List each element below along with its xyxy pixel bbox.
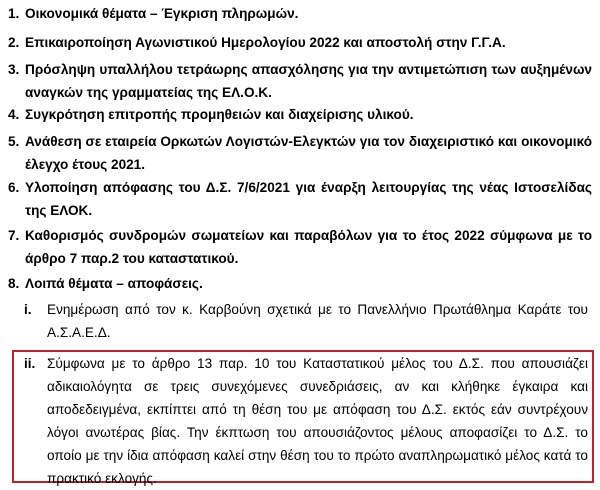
item-text: Πρόσληψη υπαλλήλου τετράωρης απασχόλησης για την αντιμετώπιση των αυξημένων αναγκών της γραμματείας της ΕΛ.Ο.Κ. [25, 62, 592, 100]
item-number: 2. [8, 35, 20, 50]
agenda-item-5 [8, 130, 592, 176]
item-text: Λοιπά θέματα – αποφάσεις. [25, 276, 203, 291]
item-number: 8. [8, 276, 20, 291]
item-number: 6. [8, 180, 20, 195]
agenda-item-2 [8, 31, 592, 54]
agenda-subitem-i [24, 298, 588, 344]
subitem-number: i. [24, 302, 32, 317]
agenda-item-8 [8, 272, 592, 295]
agenda-item-7 [8, 224, 592, 270]
item-text: Υλοποίηση απόφασης του Δ.Σ. 7/6/2021 για έναρξη λειτουργίας της νέας Ιστοσελίδας της ΕΛΟΚ. [25, 180, 592, 218]
agenda-item-1 [8, 2, 592, 25]
item-text: Συγκρότηση επιτροπής προμηθειών και διαχείρισης υλικού. [25, 107, 414, 122]
item-number: 5. [8, 134, 20, 149]
item-number: 1. [8, 6, 20, 21]
subitem-text: Σύμφωνα με το άρθρο 13 παρ. 10 του Καταστατικού μέλος του Δ.Σ. που απουσιάζει αδικαιολόγητα σε τρεις συνεχόμενες συνεδριάσεις, αν και κλήθηκε έγκαιρα και αποδεδειγμένα, εκπίπτει από τη θέση του με απόφαση του Δ.Σ. εκτός εάν συντρέχουν λόγοι ανωτέρας βίας. Την έκπτωση του απουσιάζοντος μέλους αποφασίζει το Δ.Σ. το οποίο με την ίδια απόφαση καλεί στην θέση του το πρώτο αναπληρωματικό μέλος κατά το πρακτικό εκλογής. [47, 356, 588, 486]
item-text: Καθορισμός συνδρομών σωματείων και παραβόλων για το έτος 2022 σύμφωνα με το άρθρο 7 παρ.2 του καταστατικού. [25, 228, 592, 266]
subitem-text: Ενημέρωση από τον κ. Καρβούνη σχετικά με το Πανελλήνιο Πρωτάθλημα Καράτε του Α.Σ.Α.Ε.Δ. [47, 302, 588, 340]
subitem-number: ii. [24, 356, 36, 371]
agenda-item-4 [8, 103, 592, 126]
item-number: 4. [8, 107, 20, 122]
item-number: 3. [8, 62, 20, 77]
item-text: Ανάθεση σε εταιρεία Ορκωτών Λογιστών-Ελεγκτών για τον διαχειριστικό και οικονομικό έλεγχο έτους 2021. [25, 134, 592, 172]
agenda-item-6 [8, 176, 592, 222]
agenda-subitem-ii [24, 352, 588, 490]
item-number: 7. [8, 228, 20, 243]
agenda-item-3 [8, 58, 592, 104]
item-text: Επικαιροποίηση Αγωνιστικού Ημερολογίου 2022 και αποστολή στην Γ.Γ.Α. [25, 35, 506, 50]
item-text: Οικονομικά θέματα – Έγκριση πληρωμών. [25, 6, 299, 21]
